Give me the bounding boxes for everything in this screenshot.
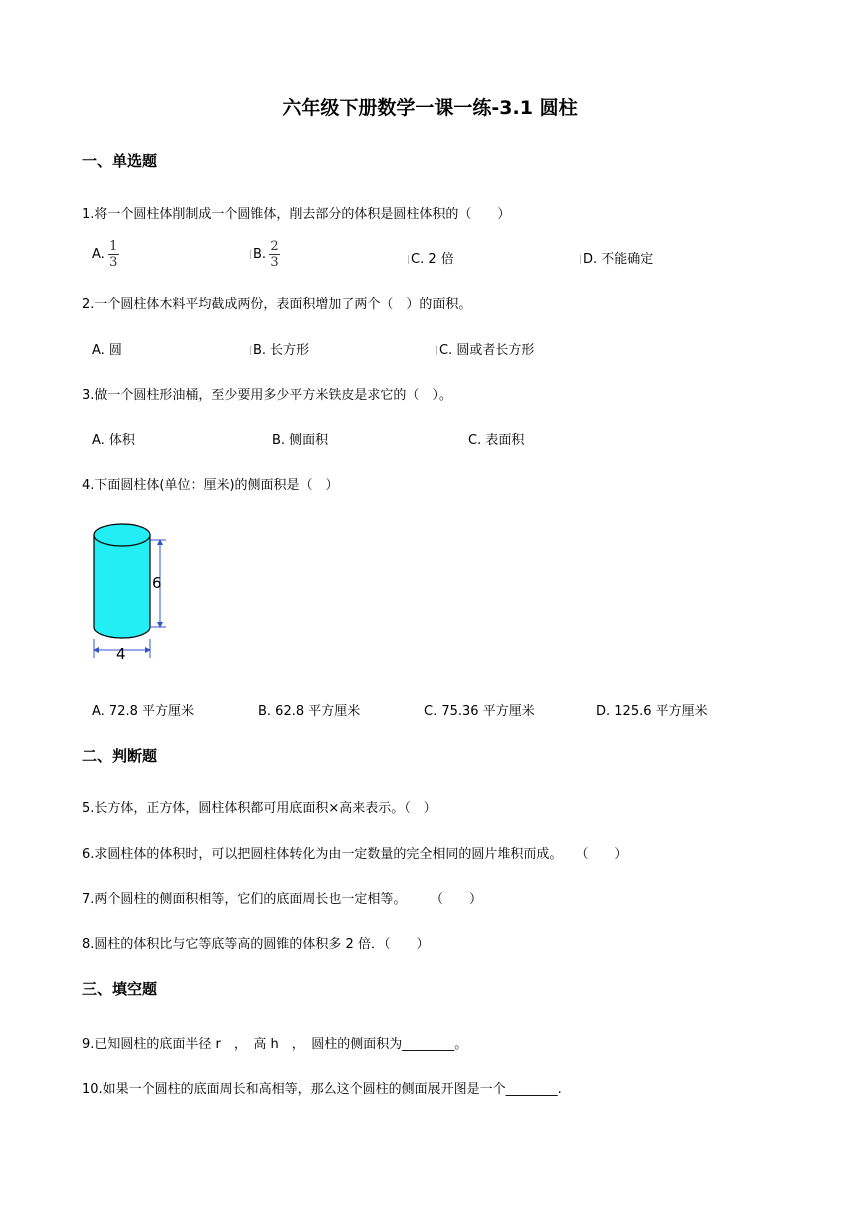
- numerator: 1: [109, 239, 118, 254]
- question-5: 5.长方体，正方体，圆柱体积都可用底面积×高来表示。（ ）: [82, 801, 437, 816]
- question-1-option-b: [250, 240, 280, 269]
- cylinder-figure: [88, 515, 174, 663]
- question-4-stem: 4.下面圆柱体(单位：厘米)的侧面积是（ ）: [82, 478, 339, 493]
- question-2-option-a: A. 圆: [92, 343, 122, 358]
- question-1-option-a: [92, 240, 119, 269]
- diameter-label: 4: [116, 645, 126, 663]
- fraction-one-third: [108, 240, 119, 269]
- question-4-option-a: A. 72.8 平方厘米: [92, 704, 195, 719]
- question-4-option-d: D. 125.6 平方厘米: [596, 704, 708, 719]
- question-10: 10.如果一个圆柱的底面周长和高相等，那么这个圆柱的侧面展开图是一个________.: [82, 1082, 562, 1097]
- denominator: 3: [270, 255, 279, 270]
- section-heading-fill-in: 三、填空题: [82, 980, 158, 998]
- question-4-option-b: B. 62.8 平方厘米: [258, 704, 361, 719]
- question-3-option-c: C. 表面积: [468, 433, 525, 448]
- question-8: 8.圆柱的体积比与它等底等高的圆锥的体积多 2 倍．（ ）: [82, 937, 430, 952]
- cylinder-body: [94, 535, 150, 638]
- option-a-label: A.: [92, 247, 105, 262]
- question-3-option-a: A. 体积: [92, 433, 135, 448]
- option-c-text: C. 圆或者长方形: [439, 343, 535, 358]
- question-2-stem: 2.一个圆柱体木料平均截成两份，表面积增加了两个（ ）的面积。: [82, 297, 472, 312]
- page-title: 六年级下册数学一课一练-3.1 圆柱: [282, 97, 578, 119]
- question-2-option-c: [436, 339, 534, 358]
- question-1-option-d: [580, 248, 653, 267]
- question-3-stem: 3.做一个圆柱形油桶，至少要用多少平方米铁皮是求它的（ ）。: [82, 388, 452, 403]
- cylinder-top: [94, 524, 150, 546]
- denominator: 3: [109, 255, 118, 270]
- question-3-option-b: B. 侧面积: [272, 433, 329, 448]
- question-6: 6.求圆柱体的体积时，可以把圆柱体转化为由一定数量的完全相同的圆片堆积而成。 （ ）: [82, 847, 628, 862]
- question-1-stem: 1.将一个圆柱体削制成一个圆锥体，削去部分的体积是圆柱体积的（ ）: [82, 207, 511, 222]
- height-label: 6: [152, 574, 162, 592]
- question-9: 9.已知圆柱的底面半径 r ， 高 h ， 圆柱的侧面积为________。: [82, 1037, 468, 1052]
- option-b-text: B. 长方形: [253, 343, 310, 358]
- question-4-option-c: C. 75.36 平方厘米: [424, 704, 535, 719]
- question-1-option-c: [408, 248, 454, 267]
- question-7: 7.两个圆柱的侧面积相等，它们的底面周长也一定相等。 （ ）: [82, 892, 483, 907]
- option-b-label: B.: [253, 247, 267, 262]
- numerator: 2: [270, 239, 279, 254]
- section-heading-single-choice: 一、单选题: [82, 152, 158, 170]
- fraction-two-thirds: [269, 240, 280, 269]
- question-2-option-b: [250, 339, 309, 358]
- option-d-text: D. 不能确定: [583, 252, 654, 267]
- option-c-text: C. 2 倍: [411, 252, 454, 267]
- section-heading-true-false: 二、判断题: [82, 747, 158, 765]
